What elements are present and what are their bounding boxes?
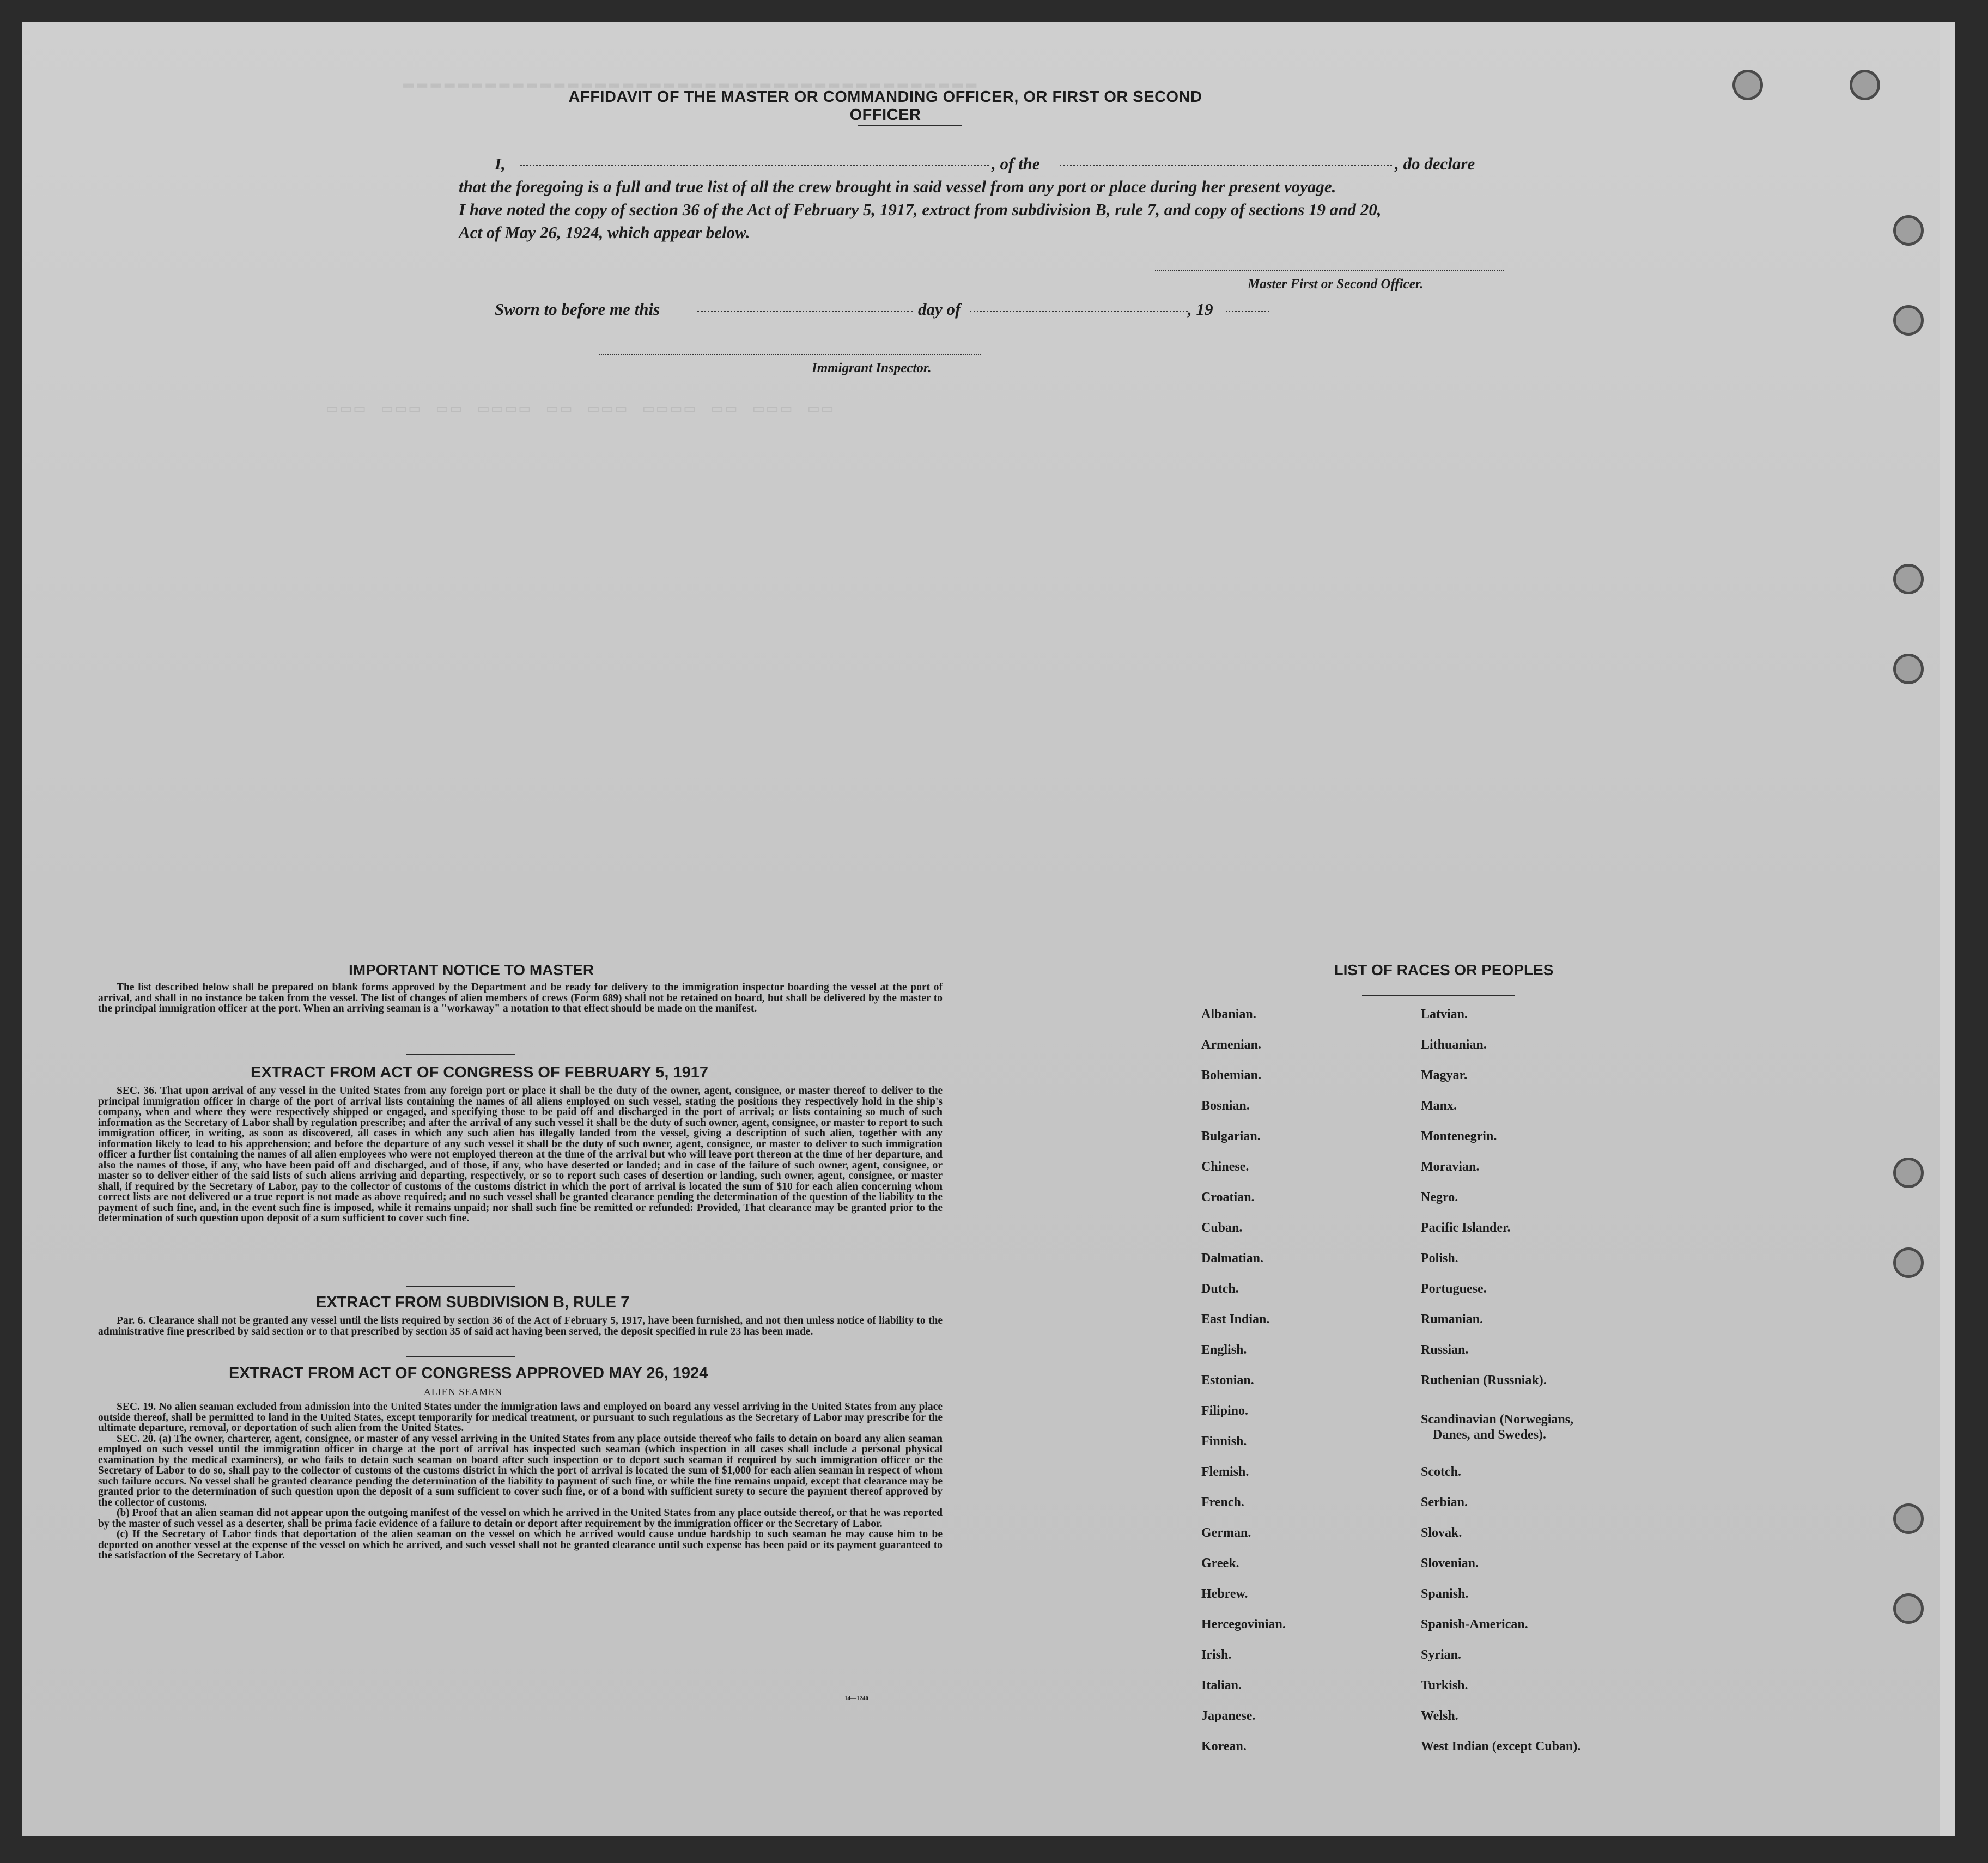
inspector-caption: Immigrant Inspector. — [812, 361, 932, 375]
race-item: Albanian. — [1201, 1007, 1256, 1021]
race-item: Spanish. — [1421, 1587, 1469, 1601]
affidavit-i-label: I, — [495, 154, 506, 173]
extract-1917-divider — [406, 1286, 515, 1287]
title-divider — [858, 125, 962, 126]
race-item: Flemish. — [1201, 1465, 1249, 1479]
race-item: Lithuanian. — [1421, 1038, 1487, 1052]
race-item: Estonian. — [1201, 1373, 1254, 1387]
race-item: Chinese. — [1201, 1160, 1249, 1174]
punch-hole-icon — [1893, 305, 1924, 336]
sec-20b-text: (b) Proof that an alien seaman did not appear upon the outgoing manifest of the vessel on which he arrived in the United States from any place outside thereof, or that he was reported by the master of such vessel as a deserter, shall be prima facie evidence of a failure to detain or deport after requirement by the immigration officer or the Secretary of Labor. — [98, 1507, 943, 1530]
subdivision-body — [98, 1316, 943, 1337]
document-page — [22, 22, 1940, 1836]
extract-1917-title: EXTRACT FROM ACT OF CONGRESS OF FEBRUARY 5, 1917 — [251, 1064, 709, 1081]
race-item: Serbian. — [1421, 1495, 1468, 1509]
notice-divider — [406, 1054, 515, 1055]
affidavit-line-2: that the foregoing is a full and true list of all the crew brought in said vessel from any port or place during her present voyage. — [459, 177, 1336, 196]
races-title: LIST OF RACES OR PEOPLES — [1334, 961, 1554, 978]
race-item: East Indian. — [1201, 1312, 1270, 1326]
sworn-day-field[interactable] — [697, 310, 913, 312]
extract-1924-title: EXTRACT FROM ACT OF CONGRESS APPROVED MAY 26, 1924 — [229, 1365, 708, 1382]
race-item: Scotch. — [1421, 1465, 1461, 1479]
master-signature-field[interactable] — [1155, 270, 1504, 271]
race-item: Finnish. — [1201, 1434, 1247, 1448]
race-item: Slovenian. — [1421, 1556, 1479, 1570]
punch-hole-icon — [1893, 1503, 1924, 1534]
race-item: Croatian. — [1201, 1190, 1255, 1204]
affidavit-line-4: Act of May 26, 1924, which appear below. — [459, 223, 750, 242]
subdivision-divider — [406, 1356, 515, 1357]
punch-hole-icon — [1893, 1593, 1924, 1624]
year-label: , 19 — [1188, 300, 1213, 319]
affidavit-line-3: I have noted the copy of section 36 of the Act of February 5, 1917, extract from subdivision B, rule 7, and copy of sections 19 and 20, — [459, 200, 1382, 219]
sec-36-text: SEC. 36. That upon arrival of any vessel in the United States from any foreign port or place it shall be the duty of the owner, agent, consignee, or master thereof to deliver to the principal immigration officer in charge of the port of arrival lists containing the names of all aliens employed on such vessel, stating the positions they respectively hold in the ship's company, when and where they were respectively shipped or engaged, and specifying those to be paid off and discharged in the port of arrival; or lists containing so much of such information as the Secretary of Labor shall by regulation prescribe; and after the arrival of any such vessel it shall be the duty of such owner, agent, consignee, or master to report to such immigration officer, in writing, as soon as discovered, all cases in which any such alien has illegally landed from the vessel, giving a description of such alien, together with any information likely to lead to his apprehension; and before the departure of any such vessel it shall be the duty of such owner, agent, consignee, or master to deliver to such immigration officer a further list containing the names of all alien employees who were not employed thereon at the time of the arrival but who will leave port thereon at the time of her departure, and also the names of those, if any, who have been paid off and discharged, and of those, if any, who have deserted or landed; and in case of the failure of such owner, agent, consignee, or master so to deliver either of the said lists of such aliens arriving and departing, respectively, or so to report such cases of desertion or landing, such owner, agent, consignee, or master shall, if required by the Secretary of Labor, pay to the collector of customs of the customs district in which the port of arrival is located the sum of $10 for each alien concerning whom correct lists are not delivered or a true report is not made as above required; and no such vessel shall be granted clearance pending the determination of the question of the liability to the payment of such fine, and, in the event such fine is imposed, while it remains unpaid; nor shall such fine be remitted or refunded: Provided, That clearance may be granted prior to the determination of such question upon deposit of a sum sufficient to cover such fine. — [98, 1085, 943, 1224]
alien-seamen-subtitle: ALIEN SEAMEN — [423, 1386, 503, 1397]
race-item: Cuban. — [1201, 1221, 1243, 1235]
races-divider — [1362, 995, 1515, 996]
notice-text: The list described below shall be prepared on blank forms approved by the Department and be ready for delivery to the immigration inspector boarding the vessel at the port of arrival, and shall in no instance be taken from the vessel. The list of changes of alien members of crews (Form 689) shall not be retained on board, but shall be delivered by the master to the principal immigration officer at the port. When an arriving seaman is a "workaway" a notation to that effect should be made on the manifest. — [98, 982, 943, 1014]
race-item: Polish. — [1421, 1251, 1458, 1265]
punch-hole-icon — [1850, 70, 1880, 100]
sec-19-text: SEC. 19. No alien seaman excluded from admission into the United States under the immigration laws and employed on board any vessel arriving in the United States from any place outside thereof, shall be permitted to land in the United States, except temporarily for medical treatment, or pursuant to such regulations as the Secretary of Labor may prescribe for the ultimate departure, removal, or deportation of such alien from the United States. — [98, 1401, 943, 1434]
race-item: Bosnian. — [1201, 1099, 1250, 1113]
sworn-year-field[interactable] — [1226, 310, 1269, 312]
race-item: Portuguese. — [1421, 1282, 1487, 1296]
subdivision-title: EXTRACT FROM SUBDIVISION B, RULE 7 — [316, 1294, 630, 1311]
race-item: Spanish-American. — [1421, 1617, 1528, 1631]
race-item: Hercegovinian. — [1201, 1617, 1286, 1631]
sworn-label: Sworn to before me this — [495, 300, 660, 319]
day-of-label: day of — [918, 300, 961, 319]
race-item: French. — [1201, 1495, 1244, 1509]
race-item: Manx. — [1421, 1099, 1457, 1113]
race-item: Magyar. — [1421, 1068, 1468, 1082]
race-item: Ruthenian (Russniak). — [1421, 1373, 1547, 1387]
race-item: Korean. — [1201, 1739, 1247, 1754]
sec-20a-text: SEC. 20. (a) The owner, charterer, agent, consignee, or master of any vessel arriving in the United States from any place outside thereof who fails to detain on board any alien seaman employed on such vessel until the immigration officer in charge at the port of arrival has inspected such seaman (which inspection in all cases shall include a personal physical examination by the medical examiners), or who fails to detain such seaman on board after such inspection or to deport such seaman if required by such immigration officer or the Secretary of Labor to do so, shall pay to the collector of customs of the customs district in which the port of arrival is located the sum of $1,000 for each alien seaman in respect of whom such failure occurs. No vessel shall be granted clearance pending the determination of the liability to payment of such fine, or while the fine remains unpaid, except that clearance may be granted prior to the determination of such question upon the deposit of a sum sufficient to cover such fine, or of a bond with sufficient surety to secure the payment thereof approved by the collector of customs. — [98, 1433, 943, 1508]
vessel-field[interactable] — [1060, 165, 1392, 166]
name-field[interactable] — [520, 165, 989, 166]
race-item: Filipino. — [1201, 1404, 1249, 1418]
race-item: Rumanian. — [1421, 1312, 1484, 1326]
inspector-signature-field[interactable] — [599, 354, 981, 355]
race-item: Slovak. — [1421, 1526, 1462, 1540]
sec-20c-text: (c) If the Secretary of Labor finds that deportation of the alien seaman on the vessel on which he arrived would cause undue hardship to such seaman he may cause him to be deported on another vessel at the expense of the vessel on which he arrived, and such vessel shall not be granted clearance until such expense has been paid or its payment guaranteed to the satisfaction of the Secretary of Labor. — [98, 1529, 943, 1561]
page-edge — [1940, 22, 1955, 1836]
notice-body — [98, 982, 943, 1014]
extract-1924-body — [98, 1402, 943, 1561]
bleed-through-rows: ▭▭▭ ▭▭▭ ▭▭ ▭▭▭▭ ▭▭ ▭▭▭ ▭▭▭▭ ▭▭ ▭▭▭ ▭▭ — [327, 399, 836, 419]
punch-hole-icon — [1893, 654, 1924, 684]
race-item: Hebrew. — [1201, 1587, 1248, 1601]
punch-hole-icon — [1732, 70, 1763, 100]
race-item: Armenian. — [1201, 1038, 1261, 1052]
race-item: Danes, and Swedes). — [1433, 1428, 1547, 1442]
punch-hole-icon — [1893, 1247, 1924, 1278]
extract-1917-body — [98, 1086, 943, 1224]
race-item: Bohemian. — [1201, 1068, 1262, 1082]
race-item: Greek. — [1201, 1556, 1239, 1570]
affidavit-title: AFFIDAVIT OF THE MASTER OR COMMANDING OFFICER, OR FIRST OR SECOND OFFICER — [568, 88, 1202, 124]
form-number: 14—1240 — [844, 1695, 868, 1702]
sworn-month-field[interactable] — [970, 310, 1188, 312]
punch-hole-icon — [1893, 215, 1924, 246]
race-item: Welsh. — [1421, 1709, 1458, 1723]
race-item: Italian. — [1201, 1678, 1242, 1692]
bleed-through-header: ▬▬▬▬▬▬▬▬▬▬▬▬▬▬▬▬▬▬▬▬▬▬▬▬▬▬▬▬▬▬▬▬▬▬▬▬▬▬▬▬▬▬ — [403, 74, 980, 94]
par-6-text: Par. 6. Clearance shall not be granted any vessel until the lists required by section 36 of the Act of February 5, 1917, have been furnished, and not then unless notice of liability to the administrative fine prescribed by said section or to that prescribed by section 35 of said act having been served, the deposit specified in rule 23 has been made. — [98, 1315, 943, 1337]
affidavit-of-the-label: , of the — [992, 154, 1040, 173]
race-item: Russian. — [1421, 1343, 1469, 1357]
master-caption: Master First or Second Officer. — [1248, 277, 1424, 291]
race-item: Montenegrin. — [1421, 1129, 1497, 1143]
race-item: Dalmatian. — [1201, 1251, 1263, 1265]
race-item: Bulgarian. — [1201, 1129, 1261, 1143]
race-item: Negro. — [1421, 1190, 1458, 1204]
race-item: Irish. — [1201, 1648, 1232, 1662]
race-item: Dutch. — [1201, 1282, 1239, 1296]
punch-hole-icon — [1893, 564, 1924, 594]
race-item: West Indian (except Cuban). — [1421, 1739, 1581, 1754]
race-item: Japanese. — [1201, 1709, 1256, 1723]
affidavit-declare-label: , do declare — [1395, 154, 1475, 173]
race-item: Turkish. — [1421, 1678, 1468, 1692]
race-item: Syrian. — [1421, 1648, 1462, 1662]
notice-title: IMPORTANT NOTICE TO MASTER — [349, 961, 594, 978]
punch-hole-icon — [1893, 1158, 1924, 1188]
race-item: Moravian. — [1421, 1160, 1480, 1174]
race-item: Pacific Islander. — [1421, 1221, 1511, 1235]
race-item: German. — [1201, 1526, 1251, 1540]
race-item: Latvian. — [1421, 1007, 1468, 1021]
race-item: Scandinavian (Norwegians, — [1421, 1413, 1574, 1427]
race-item: English. — [1201, 1343, 1247, 1357]
